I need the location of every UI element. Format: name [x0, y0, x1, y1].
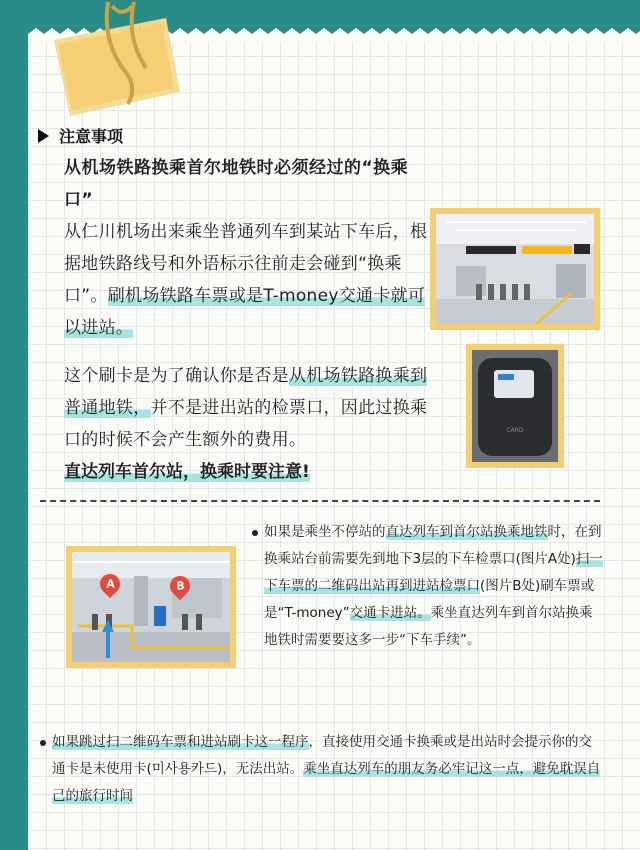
bullet-dot-icon — [40, 740, 46, 746]
paragraph-transfer-gate — [64, 216, 432, 344]
highlighted-text: 刷机场铁路车票或是T-money交通卡就可以进站。 — [64, 286, 426, 338]
svg-text:CARD: CARD — [506, 427, 524, 434]
highlighted-text: 避免耽误自己的旅行时间 — [52, 761, 601, 804]
ticket-gates-photo — [66, 546, 236, 668]
paragraph-text: 这个刷卡是为了确认你是否是 — [64, 366, 289, 386]
highlighted-bold-text: 直达列车首尔站，换乘时要注意! — [64, 462, 310, 482]
section-heading-row — [38, 124, 123, 147]
paragraph-text: 并不是进出站的检票口，因此过换乘口的时候不会产生额外的费用。 — [64, 398, 428, 450]
section-subheading: 从机场铁路换乘首尔地铁时必须经过的“换乘口” — [64, 158, 409, 210]
bullet-dot-icon — [252, 530, 258, 536]
bullet-text: ，直接使用交通卡换乘或是出站时会提示你的交通卡是未使用卡(미사용카드)，无法出站。 — [52, 734, 592, 777]
highlighted-text: 如果跳过扫二维码车票和进站刷卡这一程序 — [52, 734, 309, 750]
bullet-text: 如果是乘坐不停站的 — [264, 524, 386, 540]
highlighted-text: 扫一下车票的二维码出站再到进站检票口 — [264, 551, 603, 594]
warning-text — [64, 456, 310, 488]
card-reader-photo — [466, 344, 564, 468]
highlighted-text: 交通卡进站。 — [349, 605, 431, 621]
paragraph-card-check — [64, 360, 442, 456]
section-heading: 注意事项 — [59, 127, 124, 146]
triangle-bullet-icon — [38, 129, 49, 143]
bullet-text: (图片B处)刷车票或是“T-money” — [264, 578, 595, 621]
paper-clip-icon — [48, 0, 188, 118]
highlighted-text: 从机场铁路换乘到普通地铁， — [64, 366, 428, 418]
dashed-divider — [40, 500, 600, 502]
bullet-express-train — [264, 519, 606, 654]
bullet-text: 时，在到换乘站台前需要先到地下3层的下车检票口(图片A处) — [264, 524, 602, 567]
marker-a-label: A — [105, 577, 115, 591]
highlighted-text: 乘坐直达列车的朋友务必牢记这一点， — [303, 761, 533, 777]
station-concourse-photo — [430, 208, 600, 330]
paragraph-text: 从仁川机场出来乘坐普通列车到某站下车后，根据地铁路线号和外语标示往前走会碰到“换乘口”。 — [64, 222, 428, 306]
highlighted-text: 直达列车到首尔站换乘地铁 — [385, 524, 548, 540]
bullet-text: 乘坐直达列车到首尔站换乘地铁时需要要这多一步“下车手续”。 — [264, 605, 593, 648]
bullet-skip-warning — [52, 729, 604, 810]
marker-b-label: B — [175, 579, 185, 593]
